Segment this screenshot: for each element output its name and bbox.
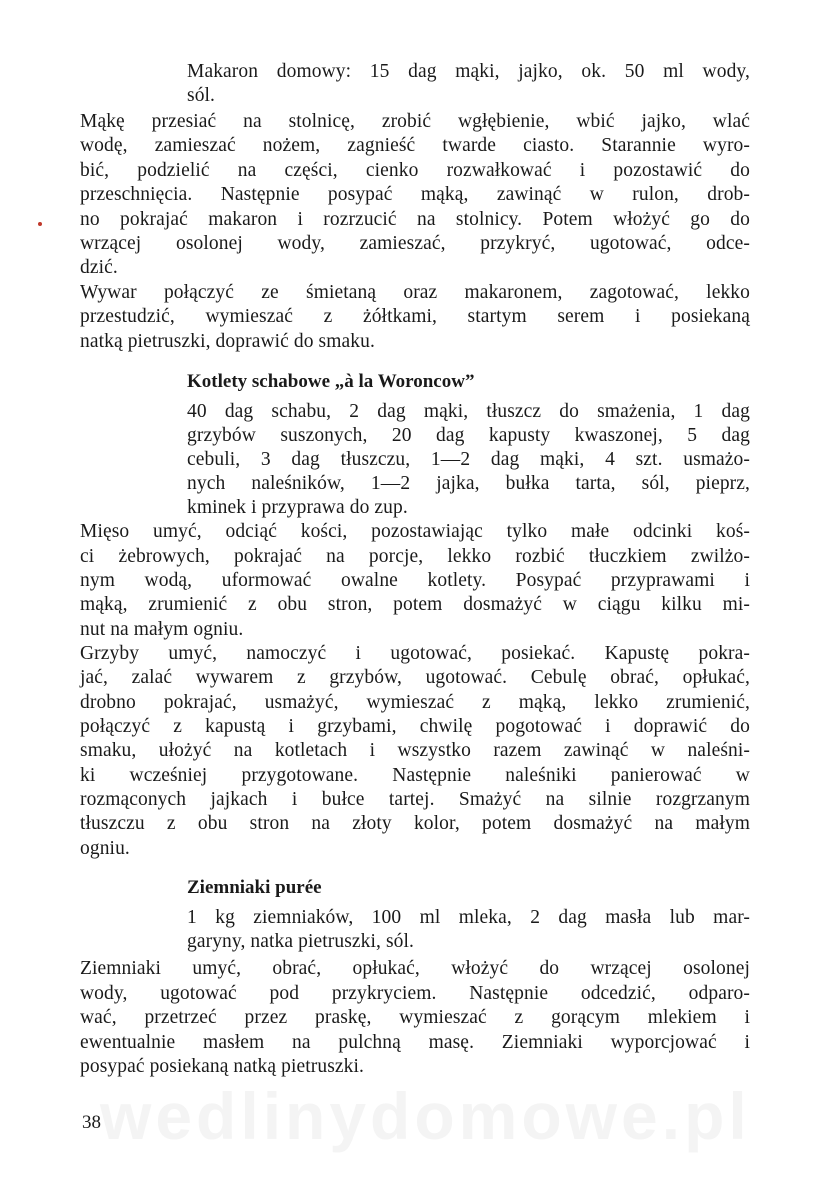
pasta-method-line-6: wrzącej osolonej wody, zamieszać, przykryć, ugotować, odce- <box>80 233 750 254</box>
puree-method-line-2: wody, ugotować pod przykryciem. Następnie odcedzić, odparo- <box>80 983 750 1004</box>
cutlets-method-line-2: ci żebrowych, pokrajać na porcje, lekko rozbić tłuczkiem zwilżo- <box>80 546 750 567</box>
cutlets-method-line-6: Grzyby umyć, namoczyć i ugotować, posiekać. Kapustę pokra- <box>80 643 750 664</box>
page-number: 38 <box>82 1112 101 1133</box>
cutlets-method-line-4: mąką, zrumienić z obu stron, potem dosmażyć w ciągu kilku mi- <box>80 594 750 615</box>
puree-ingredients-line-1: 1 kg ziemniaków, 100 ml mleka, 2 dag masła lub mar- <box>187 907 750 928</box>
cutlets-method-line-7: jać, zalać wywarem z grzybów, ugotować. Cebulę obrać, opłukać, <box>80 667 750 688</box>
cutlets-method-line-10: smaku, ułożyć na kotletach i wszystko razem zawinąć w naleśni- <box>80 740 750 761</box>
cutlets-method-line-9: połączyć z kapustą i grzybami, chwilę pogotować i doprawić do <box>80 716 750 737</box>
pasta-method-line-5: no pokrajać makaron i rozrzucić na stolnicy. Potem włożyć go do <box>80 209 750 230</box>
cutlets-method-line-1: Mięso umyć, odciąć kości, pozostawiając tylko małe odcinki koś- <box>80 521 750 542</box>
cutlets-ingredients-line-2: grzybów suszonych, 20 dag kapusty kwaszonej, 5 dag <box>187 425 750 446</box>
pasta-method-line-10: natką pietruszki, doprawić do smaku. <box>80 331 375 352</box>
pasta-method-line-2: wodę, zamieszać nożem, zagnieść twarde ciasto. Starannie wyro- <box>80 135 750 156</box>
puree-method-line-5: posypać posiekaną natką pietruszki. <box>80 1056 364 1077</box>
puree-method-line-1: Ziemniaki umyć, obrać, opłukać, włożyć do wrzącej osolonej <box>80 958 750 979</box>
cutlets-method-line-3: nym wodą, uformować owalne kotlety. Posypać przyprawami i <box>80 570 750 591</box>
puree-ingredients-line-2: garyny, natka pietruszki, sól. <box>187 931 415 952</box>
site-watermark: wedlinydomowe.pl <box>100 1079 751 1153</box>
pasta-method-line-3: bić, podzielić na części, cienko rozwałkować i pozostawić do <box>80 160 750 181</box>
cutlets-ingredients-line-5: kminek i przyprawa do zup. <box>187 497 408 518</box>
cutlets-ingredients-line-1: 40 dag schabu, 2 dag mąki, tłuszcz do smażenia, 1 dag <box>187 401 750 422</box>
pasta-method-line-9: przestudzić, wymieszać z żółtkami, startym serem i posiekaną <box>80 306 750 327</box>
cutlets-method-line-8: drobno pokrajać, usmażyć, wymieszać z mąką, lekko zrumienić, <box>80 692 750 713</box>
cutlets-method-line-11: ki wcześniej przygotowane. Następnie naleśniki panierować w <box>80 765 750 786</box>
puree-recipe-title: Ziemniaki purée <box>187 877 322 898</box>
pasta-method-line-8: Wywar połączyć ze śmietaną oraz makaronem, zagotować, lekko <box>80 282 750 303</box>
cutlets-ingredients-line-3: cebuli, 3 dag tłuszczu, 1—2 dag mąki, 4 szt. usmażo- <box>187 449 750 470</box>
ink-speck <box>38 222 42 226</box>
cutlets-recipe-title: Kotlety schabowe „à la Woroncow” <box>187 371 475 392</box>
cutlets-method-line-5: nut na małym ogniu. <box>80 619 244 640</box>
pasta-method-line-7: dzić. <box>80 257 118 278</box>
cutlets-method-line-12: rozmąconych jajkach i bułce tartej. Smażyć na silnie rozgrzanym <box>80 789 750 810</box>
pasta-ingredients-line-2: sól. <box>187 85 216 106</box>
pasta-method-line-1: Mąkę przesiać na stolnicę, zrobić wgłębienie, wbić jajko, wlać <box>80 111 750 132</box>
cutlets-method-line-14: ogniu. <box>80 838 130 859</box>
puree-method-line-4: ewentualnie masłem na pulchną masę. Ziemniaki wyporcjować i <box>80 1032 750 1053</box>
cutlets-method-line-13: tłuszczu z obu stron na złoty kolor, potem dosmażyć na małym <box>80 813 750 834</box>
pasta-method-line-4: przeschnięcia. Następnie posypać mąką, zawinąć w rulon, drob- <box>80 184 750 205</box>
puree-method-line-3: wać, przetrzeć przez praskę, wymieszać z gorącym mlekiem i <box>80 1007 750 1028</box>
pasta-ingredients-line-1: Makaron domowy: 15 dag mąki, jajko, ok. 50 ml wody, <box>187 61 750 82</box>
cutlets-ingredients-line-4: nych naleśników, 1—2 jajka, bułka tarta, sól, pieprz, <box>187 473 750 494</box>
